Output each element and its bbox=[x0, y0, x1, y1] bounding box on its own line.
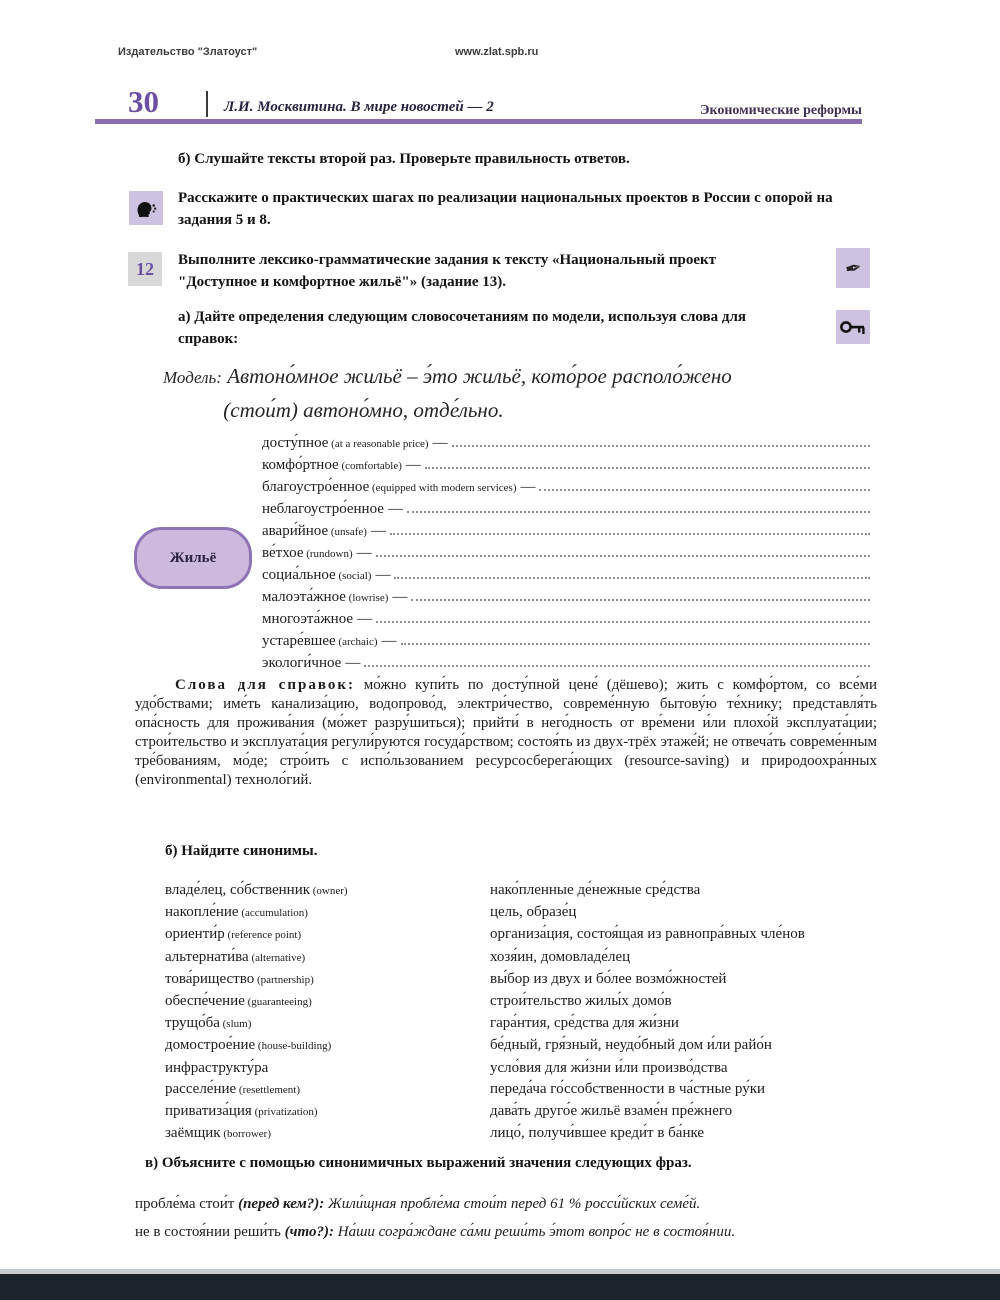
dash: — bbox=[405, 457, 421, 473]
answer-blank bbox=[390, 519, 870, 535]
housing-item bbox=[262, 475, 870, 497]
bottom-dark-bar bbox=[0, 1274, 1000, 1300]
housing-item bbox=[262, 651, 870, 673]
dash: — bbox=[381, 633, 397, 649]
chapter-title: Экономические реформы bbox=[699, 103, 862, 118]
synonym-left-gloss: (alternative) bbox=[248, 951, 306, 964]
synonym-right: хозя́ин, домовладе́лец bbox=[490, 948, 631, 965]
housing-bubble: Жильё bbox=[134, 527, 252, 589]
dash: — bbox=[375, 567, 391, 583]
housing-gloss: (rundown) bbox=[303, 548, 353, 560]
housing-gloss: (equipped with modern services) bbox=[369, 482, 517, 494]
pen-glyph: ✒ bbox=[842, 254, 864, 282]
phrase-question: (что?): bbox=[284, 1224, 338, 1240]
synonym-left bbox=[165, 1101, 490, 1123]
housing-word: комфо́ртное bbox=[262, 457, 339, 473]
dash: — bbox=[392, 589, 408, 605]
housing-gloss: (unsafe) bbox=[328, 526, 367, 538]
housing-gloss: (comfortable) bbox=[338, 460, 402, 472]
key-glyph bbox=[840, 319, 866, 335]
housing-item bbox=[262, 519, 870, 541]
housing-item bbox=[262, 541, 870, 563]
housing-item bbox=[262, 453, 870, 475]
synonym-right: гара́нтия, сре́дства для жи́зни bbox=[490, 1015, 679, 1032]
speaking-task-text: Расскажите о практических шагах по реализации национальных проектов в России с опорой на задания 5 и 8. bbox=[178, 190, 833, 228]
housing-word: экологи́чное bbox=[262, 655, 342, 671]
phrase-lead: пробле́ма стои́т bbox=[135, 1196, 239, 1212]
answer-blank bbox=[376, 607, 870, 623]
synonyms-table bbox=[165, 880, 877, 1145]
synonym-left-word: това́рищество bbox=[165, 970, 255, 987]
synonym-right: вы́бор из двух и бо́лее возмо́жностей bbox=[490, 970, 727, 987]
synonym-right: дава́ть друго́е жильё взаме́н пре́жнего bbox=[490, 1103, 733, 1120]
answer-blank bbox=[425, 453, 870, 469]
dash: — bbox=[432, 435, 448, 451]
part-a-heading: а) Дайте определения следующим словосочетаниям по модели, используя слова для справок: bbox=[178, 309, 747, 347]
listen-instruction: б) Слушайте тексты второй раз. Проверьте правильность ответов. bbox=[178, 151, 630, 167]
housing-word: благоустро́енное bbox=[262, 479, 370, 495]
answer-blank bbox=[452, 431, 870, 447]
phrase-example: Жили́щная пробле́ма стои́т перед 61 % росси́йских семе́й. bbox=[328, 1196, 701, 1212]
synonym-left-gloss: (owner) bbox=[310, 885, 348, 897]
dash: — bbox=[356, 545, 372, 561]
synonym-left-gloss: (slum) bbox=[219, 1018, 252, 1031]
synonym-left-word: расселе́ние bbox=[165, 1080, 237, 1097]
synonym-left bbox=[165, 880, 490, 902]
reference-words-label: Слова для справок: bbox=[175, 677, 355, 693]
part-b-heading: б) Найдите синонимы. bbox=[165, 843, 318, 859]
answer-blank bbox=[401, 629, 871, 645]
housing-item bbox=[262, 629, 870, 651]
dash: — bbox=[370, 523, 386, 539]
pen-icon bbox=[836, 248, 870, 288]
housing-item bbox=[262, 431, 870, 453]
model-line1: Автоно́мное жильё – э́то жильё, кото́рое располо́жено bbox=[227, 364, 732, 388]
answer-blank bbox=[376, 541, 870, 557]
synonym-left-word: инфраструкту́ра bbox=[165, 1059, 269, 1076]
housing-word: досту́пное bbox=[262, 435, 329, 451]
book-title: Л.И. Москвитина. В мире новостей — 2 bbox=[224, 99, 494, 115]
synonym-right: переда́ча го́ссобственности в ча́стные ру́ки bbox=[490, 1080, 766, 1097]
model-label: Модель: bbox=[163, 368, 222, 387]
synonym-left bbox=[165, 1079, 490, 1101]
housing-item bbox=[262, 607, 870, 629]
phrase-list bbox=[135, 1190, 880, 1246]
housing-word: социа́льное bbox=[262, 567, 336, 583]
dash: — bbox=[357, 611, 373, 627]
housing-word: неблагоустро́енное bbox=[262, 501, 384, 517]
reference-words bbox=[135, 676, 877, 790]
synonym-left bbox=[165, 1035, 490, 1057]
task-number-badge: 12 bbox=[128, 252, 162, 286]
phrase-line bbox=[135, 1218, 880, 1246]
synonym-left bbox=[165, 1123, 490, 1145]
synonym-left bbox=[165, 969, 490, 991]
synonym-left-gloss: (borrower) bbox=[220, 1128, 272, 1141]
answer-blank bbox=[411, 585, 870, 601]
phrase-lead: не в состоя́нии реши́ть bbox=[135, 1224, 285, 1240]
answer-blank bbox=[539, 475, 870, 491]
synonym-left-word: владе́лец, со́бственник bbox=[165, 882, 311, 898]
answer-blank bbox=[407, 497, 870, 513]
synonym-right: бе́дный, гря́зный, неудо́бный дом и́ли райо́н bbox=[490, 1037, 772, 1054]
key-icon bbox=[836, 310, 870, 344]
housing-item bbox=[262, 497, 870, 519]
synonym-right: организа́ция, состоя́щая из равнопра́вных чле́нов bbox=[490, 926, 805, 943]
answer-blank bbox=[364, 651, 870, 667]
phrase-example: На́ши согра́ждане са́ми реши́ть э́тот вопро́с не в состоя́нии. bbox=[337, 1224, 736, 1240]
synonym-left-word: накопле́ние bbox=[165, 904, 239, 921]
housing-gloss: (lowrise) bbox=[345, 592, 389, 604]
synonym-left-gloss: (house-building) bbox=[255, 1040, 332, 1053]
part-v-heading: в) Объясните с помощью синонимичных выражений значения следующих фраз. bbox=[145, 1155, 692, 1171]
synonym-left bbox=[165, 924, 490, 946]
housing-word: многоэта́жное bbox=[262, 611, 354, 627]
synonym-left-word: альтернати́ва bbox=[165, 948, 249, 965]
synonym-left-gloss: (privatization) bbox=[251, 1106, 318, 1119]
housing-word: малоэта́жное bbox=[262, 589, 346, 605]
reference-words-body: мо́жно купи́ть по досту́пной цене́ (дёшево); жить с комфо́ртом, со все́ми удо́бствами; име́ть канализа́цию, водопрово́д, электри́чество, совреме́нную бытову́ю те́хнику; представля́ть опа́сность для прожива́ния (мо́жет разру́шиться); прийти́ в него́дность от вре́мени и́ли плохо́й эксплуата́ции; строи́тельство и эксплуата́ция регули́руются госуда́рством; состоя́ть из двух-трёх этаже́й; не отвеча́ть совреме́нным тре́бованиям, мо́де; стро́ить с испо́льзованием ресурсосберега́ющих (resource-saving) и природоохра́нных (environmental) техноло́гий. bbox=[135, 677, 877, 788]
housing-gloss: (archaic) bbox=[335, 636, 378, 648]
dash: — bbox=[520, 479, 536, 495]
dash: — bbox=[387, 501, 403, 517]
answer-blank bbox=[394, 563, 870, 579]
model-line2: (стои́т) автоно́мно, отде́льно. bbox=[223, 398, 504, 422]
synonym-right: строи́тельство жилы́х домо́в bbox=[490, 993, 672, 1010]
synonym-left bbox=[165, 1058, 490, 1079]
speaking-head-glyph bbox=[134, 196, 158, 220]
dash: — bbox=[345, 655, 361, 671]
synonym-left-gloss: (accumulation) bbox=[238, 907, 308, 920]
page-number: 30 bbox=[128, 84, 159, 119]
synonym-left-word: приватиза́ция bbox=[165, 1103, 252, 1120]
synonym-left bbox=[165, 902, 490, 924]
synonym-left-word: трущо́ба bbox=[165, 1015, 220, 1032]
housing-item bbox=[262, 585, 870, 607]
synonym-right: нако́пленные де́нежные сре́дства bbox=[490, 882, 701, 898]
synonym-left-word: обеспе́чение bbox=[165, 993, 245, 1010]
synonym-left-word: заёмщик bbox=[165, 1125, 221, 1142]
synonym-left bbox=[165, 947, 490, 969]
publisher-text: Издательство "Златоуст" bbox=[118, 46, 258, 58]
synonym-left-word: домострое́ние bbox=[165, 1037, 256, 1054]
synonym-right: цель, образе́ц bbox=[490, 904, 577, 921]
task12-text: Выполните лексико-грамматические задания к тексту «Национальный проект "Доступное и комфортное жильё"» (задание 13). bbox=[178, 252, 716, 290]
synonym-right: усло́вия для жи́зни и́ли произво́дства bbox=[490, 1059, 728, 1076]
synonym-left bbox=[165, 1013, 490, 1035]
synonym-left-word: ориенти́р bbox=[165, 926, 225, 943]
website-text: www.zlat.spb.ru bbox=[455, 46, 539, 58]
phrase-line bbox=[135, 1190, 880, 1218]
header-divider bbox=[206, 91, 208, 117]
speaking-head-icon bbox=[129, 191, 163, 225]
synonym-left-gloss: (resettlement) bbox=[236, 1083, 301, 1096]
phrase-question: (перед кем?): bbox=[238, 1196, 329, 1212]
housing-word: устаре́вшее bbox=[262, 633, 336, 649]
model-example bbox=[163, 360, 863, 426]
housing-list bbox=[262, 431, 870, 673]
housing-word: авари́йное bbox=[262, 523, 329, 539]
synonym-left bbox=[165, 991, 490, 1013]
synonym-left-gloss: (reference point) bbox=[224, 929, 302, 942]
header-rule bbox=[95, 119, 862, 124]
housing-gloss: (social) bbox=[335, 570, 372, 582]
housing-word: ве́тхое bbox=[262, 545, 304, 561]
synonym-right: лицо́, получи́вшее креди́т в ба́нке bbox=[490, 1125, 705, 1142]
synonym-left-gloss: (partnership) bbox=[254, 973, 314, 986]
housing-gloss: (at a reasonable price) bbox=[328, 438, 429, 450]
synonym-left-gloss: (guaranteeing) bbox=[244, 996, 312, 1009]
housing-item bbox=[262, 563, 870, 585]
